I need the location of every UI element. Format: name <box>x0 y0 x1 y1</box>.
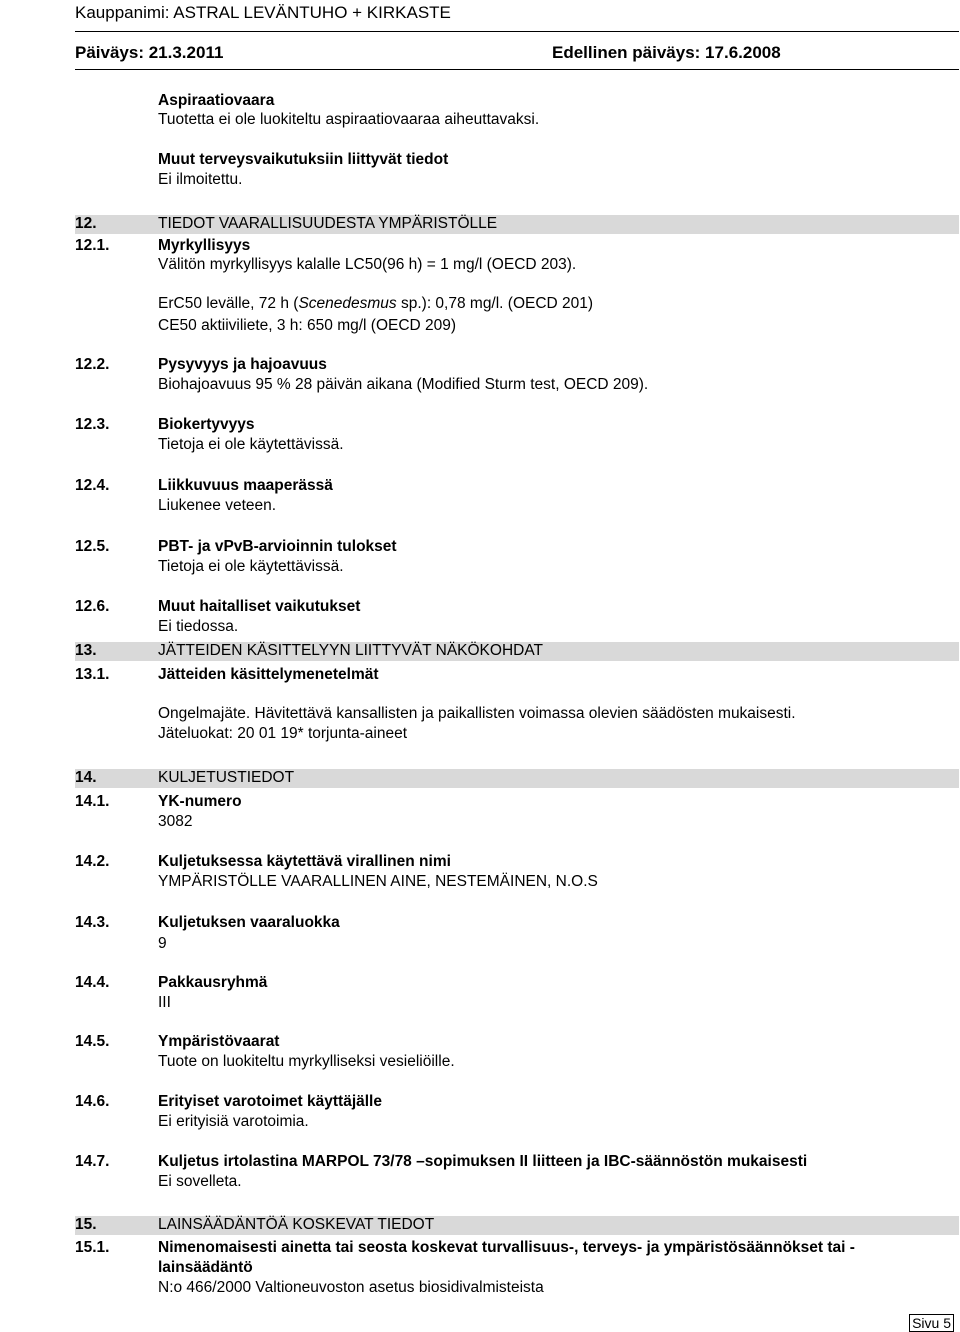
section-12-number: 12. <box>75 215 97 232</box>
aspiration-hazard-title: Aspiraatiovaara <box>158 92 275 109</box>
subsection-12-5-title: PBT- ja vPvB-arvioinnin tulokset <box>158 538 397 555</box>
section-15-number: 15. <box>75 1216 97 1233</box>
subsection-13-1-title: Jätteiden käsittelymenetelmät <box>158 666 379 683</box>
waste-disposal-text: Ongelmajäte. Hävitettävä kansallisten ja paikallisten voimassa olevien säädösten mukaisesti. <box>158 705 796 722</box>
subsection-12-6-number: 12.6. <box>75 598 110 615</box>
user-precautions-value: Ei erityisiä varotoimia. <box>158 1113 309 1130</box>
subsection-12-3-number: 12.3. <box>75 416 110 433</box>
subsection-12-3-text: Tietoja ei ole käytettävissä. <box>158 436 344 453</box>
subsection-12-4-number: 12.4. <box>75 477 110 494</box>
toxicity-algae-part-2: sp.): 0,78 mg/l. (OECD 201) <box>396 295 594 312</box>
section-13-number: 13. <box>75 642 97 659</box>
packing-group-value: III <box>158 994 171 1011</box>
other-health-effects-text: Ei ilmoitettu. <box>158 171 243 188</box>
environmental-hazard-value: Tuote on luokiteltu myrkylliseksi vesieliöille. <box>158 1053 455 1070</box>
section-14-title: KULJETUSTIEDOT <box>158 769 295 786</box>
subsection-12-6-text: Ei tiedossa. <box>158 618 239 635</box>
toxicity-algae <box>158 295 593 313</box>
subsection-14-3-number: 14.3. <box>75 914 110 931</box>
subsection-12-2-title: Pysyvyys ja hajoavuus <box>158 356 327 373</box>
subsection-14-7-title: Kuljetus irtolastina MARPOL 73/78 –sopimuksen II liitteen ja IBC-säännöstön mukaisesti <box>158 1153 808 1170</box>
subsection-12-1-title: Myrkyllisyys <box>158 237 251 254</box>
subsection-14-4-number: 14.4. <box>75 974 110 991</box>
subsection-15-1-title-line-2: lainsäädäntö <box>158 1259 253 1276</box>
subsection-12-5-text: Tietoja ei ole käytettävissä. <box>158 558 344 575</box>
toxicity-algae-species: Scenedesmus <box>298 295 397 312</box>
waste-code-text: Jäteluokat: 20 01 19* torjunta-aineet <box>158 725 408 742</box>
subsection-14-6-number: 14.6. <box>75 1093 110 1110</box>
subsection-14-1-title: YK-numero <box>158 793 242 810</box>
document-date: Päiväys: 21.3.2011 <box>75 43 224 62</box>
section-15-band <box>75 1216 959 1235</box>
section-14-number: 14. <box>75 769 97 786</box>
section-13-band <box>75 642 959 661</box>
subsection-12-5-number: 12.5. <box>75 538 110 555</box>
subsection-12-2-text: Biohajoavuus 95 % 28 päivän aikana (Modified Sturm test, OECD 209). <box>158 376 649 393</box>
subsection-12-2-number: 12.2. <box>75 356 110 373</box>
other-health-effects-title: Muut terveysvaikutuksiin liittyvät tiedot <box>158 151 449 168</box>
regulation-value: N:o 466/2000 Valtioneuvoston asetus biosidivalmisteista <box>158 1279 544 1296</box>
subsection-14-2-number: 14.2. <box>75 853 110 870</box>
section-15-title: LAINSÄÄDÄNTÖÄ KOSKEVAT TIEDOT <box>158 1216 435 1233</box>
section-14-band <box>75 769 959 788</box>
section-12-band <box>75 215 959 234</box>
subsection-12-4-title: Liikkuvuus maaperässä <box>158 477 333 494</box>
section-13-title: JÄTTEIDEN KÄSITTELYYN LIITTYVÄT NÄKÖKOHDAT <box>158 642 543 659</box>
toxicity-activated-sludge: CE50 aktiiviliete, 3 h: 650 mg/l (OECD 209) <box>158 317 457 334</box>
subsection-12-3-title: Biokertyvyys <box>158 416 255 433</box>
subsection-12-4-text: Liukenee veteen. <box>158 497 277 514</box>
subsection-14-4-title: Pakkausryhmä <box>158 974 268 991</box>
page-number: Sivu 5 <box>909 1314 954 1332</box>
subsection-13-1-number: 13.1. <box>75 666 110 683</box>
header-divider-2 <box>75 69 959 70</box>
section-12-title: TIEDOT VAARALLISUUDESTA YMPÄRISTÖLLE <box>158 215 498 232</box>
subsection-12-1-number: 12.1. <box>75 237 110 254</box>
subsection-12-6-title: Muut haitalliset vaikutukset <box>158 598 361 615</box>
shipping-name-value: YMPÄRISTÖLLE VAARALLINEN AINE, NESTEMÄINEN, N.O.S <box>158 873 598 890</box>
aspiration-hazard-text: Tuotetta ei ole luokiteltu aspiraatiovaaraa aiheuttavaksi. <box>158 111 540 128</box>
subsection-14-5-number: 14.5. <box>75 1033 110 1050</box>
subsection-14-5-title: Ympäristövaarat <box>158 1033 280 1050</box>
hazard-class-value: 9 <box>158 935 167 952</box>
toxicity-algae-part-1: ErC50 levälle, 72 h ( <box>158 295 299 312</box>
subsection-15-1-number: 15.1. <box>75 1239 110 1256</box>
previous-date: Edellinen päiväys: 17.6.2008 <box>552 43 781 62</box>
header-divider-1 <box>75 31 959 32</box>
product-name: Kauppanimi: ASTRAL LEVÄNTUHO + KIRKASTE <box>75 3 451 22</box>
subsection-14-7-number: 14.7. <box>75 1153 110 1170</box>
toxicity-fish: Välitön myrkyllisyys kalalle LC50(96 h) = 1 mg/l (OECD 203). <box>158 256 577 273</box>
bulk-transport-value: Ei sovelleta. <box>158 1173 242 1190</box>
subsection-14-6-title: Erityiset varotoimet käyttäjälle <box>158 1093 382 1110</box>
un-number-value: 3082 <box>158 813 193 830</box>
subsection-14-2-title: Kuljetuksessa käytettävä virallinen nimi <box>158 853 451 870</box>
subsection-14-3-title: Kuljetuksen vaaraluokka <box>158 914 340 931</box>
subsection-14-1-number: 14.1. <box>75 793 110 810</box>
subsection-15-1-title-line-1: Nimenomaisesti ainetta tai seosta koskevat turvallisuus-, terveys- ja ympäristösäännökset tai - <box>158 1239 855 1256</box>
